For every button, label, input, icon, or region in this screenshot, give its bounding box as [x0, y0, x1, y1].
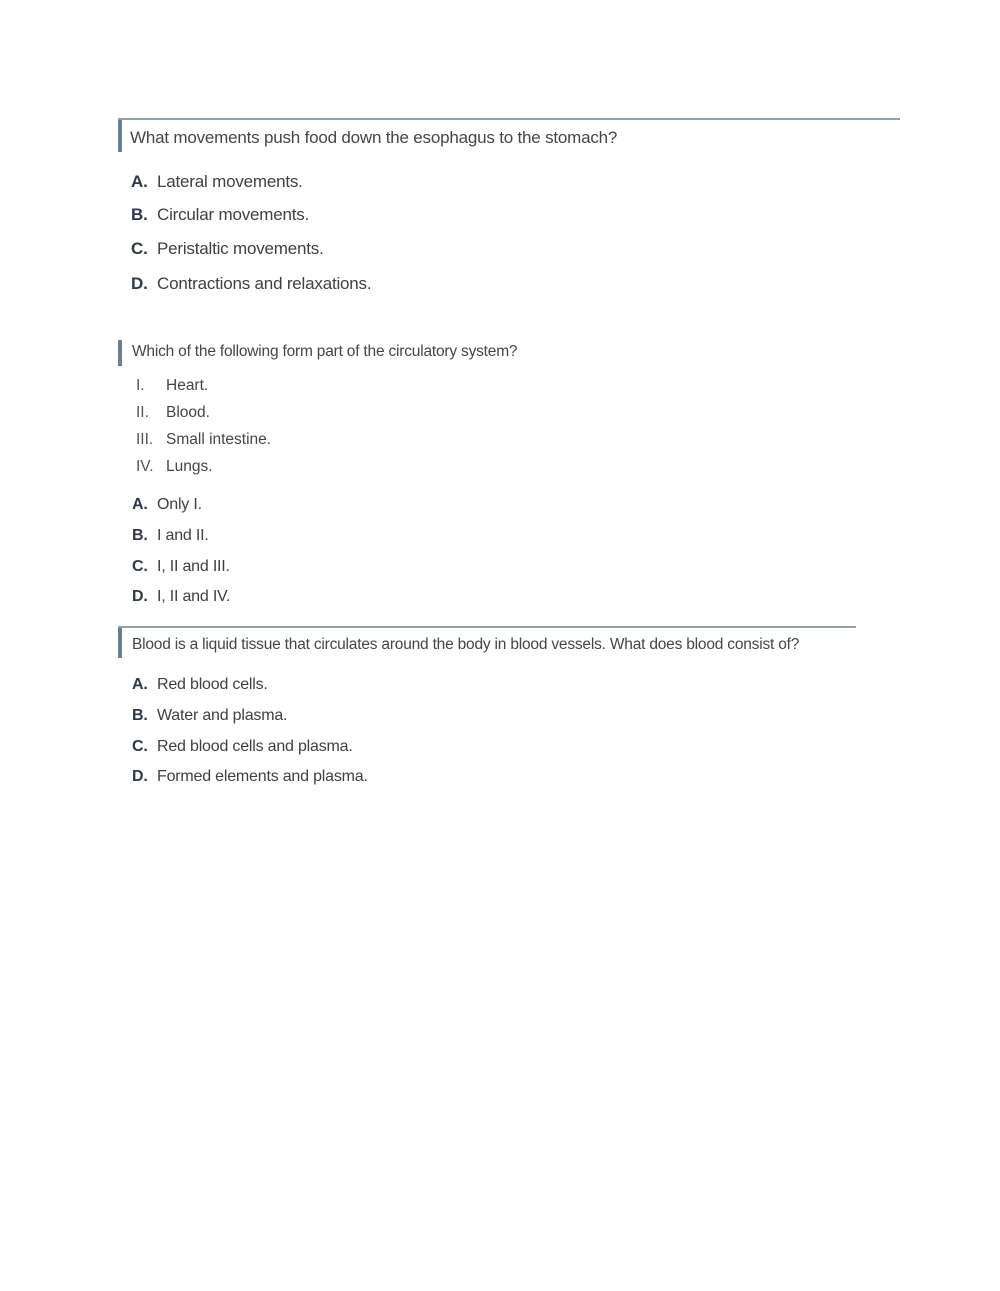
statement-number: III. — [136, 431, 154, 448]
option-letter: A. — [132, 496, 148, 513]
question-1-header — [118, 118, 900, 152]
question-1-text: What movements push food down the esophagus to the stomach? — [130, 128, 618, 147]
question-1-option-d[interactable] — [131, 274, 371, 294]
question-2-option-d[interactable] — [132, 588, 230, 606]
question-2-option-a[interactable] — [132, 496, 202, 514]
statement-text: Heart. — [166, 377, 209, 394]
question-3-bar — [118, 628, 122, 658]
option-letter: B. — [132, 527, 148, 544]
option-text: Only I. — [157, 496, 202, 513]
option-text: Water and plasma. — [157, 707, 288, 724]
question-2 — [118, 340, 858, 605]
question-1-option-b[interactable] — [131, 205, 309, 225]
option-text: Contractions and relaxations. — [157, 274, 372, 293]
question-3 — [118, 626, 856, 785]
question-3-option-c[interactable] — [132, 738, 353, 756]
option-letter: B. — [131, 205, 148, 224]
statement-3 — [136, 431, 271, 449]
question-3-header — [118, 626, 856, 658]
statement-1 — [136, 377, 208, 395]
option-text: Lateral movements. — [157, 172, 303, 191]
option-text: Formed elements and plasma. — [157, 768, 368, 785]
option-letter: C. — [131, 239, 148, 258]
option-letter: D. — [132, 588, 148, 605]
statement-text: Blood. — [166, 404, 210, 421]
statement-2 — [136, 404, 210, 422]
statement-text: Small intestine. — [166, 431, 272, 448]
statement-text: Lungs. — [166, 458, 213, 475]
question-1-option-a[interactable] — [131, 172, 303, 192]
statement-4 — [136, 458, 213, 476]
option-letter: A. — [131, 172, 148, 191]
option-text: I, II and III. — [157, 558, 230, 575]
option-letter: B. — [132, 707, 148, 724]
question-2-header — [118, 340, 858, 366]
statement-number: IV. — [136, 458, 154, 475]
question-2-text: Which of the following form part of the circulatory system? — [132, 343, 518, 360]
question-1-option-c[interactable] — [131, 239, 324, 259]
question-1-bar — [118, 120, 122, 152]
question-3-option-b[interactable] — [132, 707, 287, 725]
question-2-bar — [118, 340, 122, 366]
option-letter: C. — [132, 738, 148, 755]
option-text: Peristaltic movements. — [157, 239, 324, 258]
question-2-option-b[interactable] — [132, 527, 209, 545]
question-3-text: Blood is a liquid tissue that circulates around the body in blood vessels. What does blood consist of? — [132, 636, 800, 653]
statement-number: I. — [136, 377, 145, 394]
question-1-rule — [118, 118, 900, 120]
option-letter: A. — [132, 676, 148, 693]
option-text: I and II. — [157, 527, 209, 544]
question-1 — [118, 118, 900, 293]
option-text: Red blood cells and plasma. — [157, 738, 353, 755]
option-text: I, II and IV. — [157, 588, 231, 605]
option-text: Red blood cells. — [157, 676, 268, 693]
question-3-rule — [118, 626, 856, 628]
option-letter: D. — [132, 768, 148, 785]
option-letter: C. — [132, 558, 148, 575]
option-text: Circular movements. — [157, 205, 310, 224]
statement-number: II. — [136, 404, 149, 421]
question-3-option-a[interactable] — [132, 676, 268, 694]
option-letter: D. — [131, 274, 148, 293]
question-3-option-d[interactable] — [132, 768, 368, 786]
question-2-option-c[interactable] — [132, 558, 230, 576]
